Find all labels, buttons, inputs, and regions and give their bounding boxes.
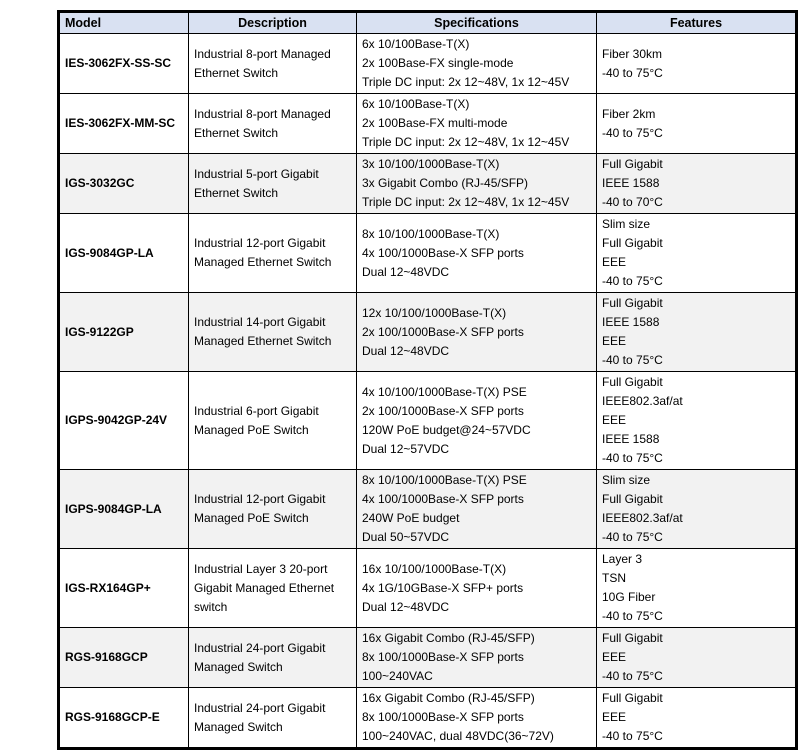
feature-line: EEE [602, 255, 627, 269]
specifications-cell [357, 470, 597, 549]
features-cell [597, 372, 797, 470]
spec-line: Dual 12~57VDC [362, 441, 450, 456]
feature-line: -40 to 75°C [602, 609, 663, 623]
feature-line: -40 to 75°C [602, 125, 663, 140]
feature-line: Full Gigabit [602, 296, 663, 310]
table-row [59, 372, 797, 470]
features-cell [597, 214, 797, 293]
description-cell: Industrial 24-port Gigabit Managed Switch [189, 628, 357, 688]
model-cell: IGS-RX164GP+ [59, 549, 189, 628]
table-row [59, 293, 797, 372]
spec-line: 8x 100/1000Base-X SFP ports [362, 710, 524, 724]
specifications-cell [357, 154, 597, 214]
specifications-cell [357, 34, 597, 94]
feature-line: -40 to 75°C [602, 669, 663, 683]
description-cell: Industrial 8-port Managed Ethernet Switch [189, 94, 357, 154]
specifications-cell [357, 549, 597, 628]
description-cell: Industrial 12-port Gigabit Managed PoE Switch [189, 470, 357, 549]
features-cell [597, 154, 797, 214]
specifications-cell [357, 293, 597, 372]
spec-line: 120W PoE budget@24~57VDC [362, 422, 531, 437]
spec-line: 100~240VAC, dual 48VDC(36~72V) [362, 729, 554, 743]
feature-line: -40 to 75°C [602, 451, 663, 465]
feature-line: -40 to 75°C [602, 729, 663, 743]
spec-line: 16x 10/100/1000Base-T(X) [362, 561, 507, 576]
spec-line: 3x Gigabit Combo (RJ-45/SFP) [362, 176, 529, 190]
spec-line: 8x 10/100/1000Base-T(X) [362, 226, 500, 241]
model-cell: IGPS-9042GP-24V [59, 372, 189, 470]
spec-line: 4x 1G/10GBase-X SFP+ ports [362, 580, 524, 595]
table-header [59, 12, 797, 34]
model-cell: IES-3062FX-MM-SC [59, 94, 189, 154]
feature-line: Slim size [602, 217, 651, 231]
spec-line: Triple DC input: 2x 12~48V, 1x 12~45V [362, 135, 570, 149]
feature-line: Slim size [602, 473, 651, 487]
feature-line: Full Gigabit [602, 492, 663, 506]
description-cell: Industrial 24-port Gigabit Managed Switch [189, 688, 357, 749]
feature-line: Full Gigabit [602, 631, 663, 645]
column-header-specifications: Specifications [357, 12, 597, 34]
feature-line: Fiber 2km [602, 106, 656, 121]
feature-line: -40 to 75°C [602, 65, 663, 80]
spec-line: 6x 10/100Base-T(X) [362, 97, 470, 111]
feature-line: IEEE 1588 [602, 315, 660, 329]
spec-line: 4x 10/100/1000Base-T(X) PSE [362, 384, 527, 399]
table-row [59, 470, 797, 549]
product-table [57, 10, 798, 750]
feature-line: -40 to 75°C [602, 353, 663, 367]
spec-line: Triple DC input: 2x 12~48V, 1x 12~45V [362, 195, 570, 209]
feature-line: EEE [602, 710, 627, 724]
model-cell: IGS-9084GP-LA [59, 214, 189, 293]
specifications-cell [357, 94, 597, 154]
description-cell: Industrial 8-port Managed Ethernet Switch [189, 34, 357, 94]
table-row [59, 154, 797, 214]
feature-line: EEE [602, 334, 627, 348]
features-cell [597, 293, 797, 372]
spec-line: Dual 50~57VDC [362, 530, 450, 544]
spec-line: 4x 100/1000Base-X SFP ports [362, 245, 524, 260]
features-cell [597, 94, 797, 154]
specifications-cell [357, 628, 597, 688]
feature-line: -40 to 70°C [602, 195, 663, 209]
features-cell [597, 470, 797, 549]
model-cell: RGS-9168GCP [59, 628, 189, 688]
feature-line: IEEE 1588 [602, 432, 660, 446]
spec-line: 8x 10/100/1000Base-T(X) PSE [362, 473, 527, 487]
features-cell [597, 628, 797, 688]
feature-line: IEEE802.3af/at [602, 394, 683, 408]
model-cell: IGPS-9084GP-LA [59, 470, 189, 549]
table-row [59, 94, 797, 154]
table-row [59, 549, 797, 628]
model-cell: IGS-3032GC [59, 154, 189, 214]
feature-line: Fiber 30km [602, 46, 663, 61]
description-cell: Industrial 5-port Gigabit Ethernet Switch [189, 154, 357, 214]
spec-line: 6x 10/100Base-T(X) [362, 37, 470, 51]
feature-line: 10G Fiber [602, 590, 656, 604]
feature-line: EEE [602, 413, 627, 427]
feature-line: Full Gigabit [602, 691, 663, 705]
features-cell [597, 549, 797, 628]
spec-line: 16x Gigabit Combo (RJ-45/SFP) [362, 631, 535, 645]
spec-line: 16x Gigabit Combo (RJ-45/SFP) [362, 691, 535, 705]
specifications-cell [357, 214, 597, 293]
spec-line: 3x 10/100/1000Base-T(X) [362, 157, 500, 171]
table-row [59, 214, 797, 293]
column-header-description: Description [189, 12, 357, 34]
model-cell: RGS-9168GCP-E [59, 688, 189, 749]
description-cell: Industrial Layer 3 20-port Gigabit Managed Ethernet switch [189, 549, 357, 628]
table-row [59, 628, 797, 688]
spec-line: Dual 12~48VDC [362, 343, 450, 358]
feature-line: Full Gigabit [602, 375, 663, 389]
specifications-cell [357, 688, 597, 749]
feature-line: Layer 3 [602, 552, 643, 566]
feature-line: TSN [602, 571, 626, 585]
spec-line: Dual 12~48VDC [362, 264, 450, 279]
feature-line: EEE [602, 650, 627, 664]
spec-line: Triple DC input: 2x 12~48V, 1x 12~45V [362, 75, 570, 89]
table-row [59, 34, 797, 94]
spec-line: 4x 100/1000Base-X SFP ports [362, 492, 524, 506]
specifications-cell [357, 372, 597, 470]
spec-line: 100~240VAC [362, 669, 433, 683]
spec-line: 2x 100Base-FX multi-mode [362, 116, 508, 130]
table-body [59, 34, 797, 749]
features-cell [597, 688, 797, 749]
column-header-features: Features [597, 12, 797, 34]
spec-line: 240W PoE budget [362, 511, 460, 525]
feature-line: -40 to 75°C [602, 530, 663, 544]
feature-line: Full Gigabit [602, 236, 663, 250]
spec-line: Dual 12~48VDC [362, 599, 450, 614]
product-table-container [57, 10, 798, 750]
feature-line: IEEE 1588 [602, 176, 660, 190]
spec-line: 8x 100/1000Base-X SFP ports [362, 650, 524, 664]
feature-line: Full Gigabit [602, 157, 663, 171]
model-cell: IGS-9122GP [59, 293, 189, 372]
spec-line: 2x 100/1000Base-X SFP ports [362, 324, 524, 339]
spec-line: 2x 100Base-FX single-mode [362, 56, 514, 70]
spec-line: 2x 100/1000Base-X SFP ports [362, 403, 524, 418]
feature-line: IEEE802.3af/at [602, 511, 683, 525]
spec-line: 12x 10/100/1000Base-T(X) [362, 305, 507, 320]
column-header-model: Model [59, 12, 189, 34]
table-row [59, 688, 797, 749]
feature-line: -40 to 75°C [602, 274, 663, 288]
description-cell: Industrial 12-port Gigabit Managed Ethernet Switch [189, 214, 357, 293]
header-row [59, 12, 797, 34]
description-cell: Industrial 6-port Gigabit Managed PoE Switch [189, 372, 357, 470]
model-cell: IES-3062FX-SS-SC [59, 34, 189, 94]
features-cell [597, 34, 797, 94]
description-cell: Industrial 14-port Gigabit Managed Ethernet Switch [189, 293, 357, 372]
